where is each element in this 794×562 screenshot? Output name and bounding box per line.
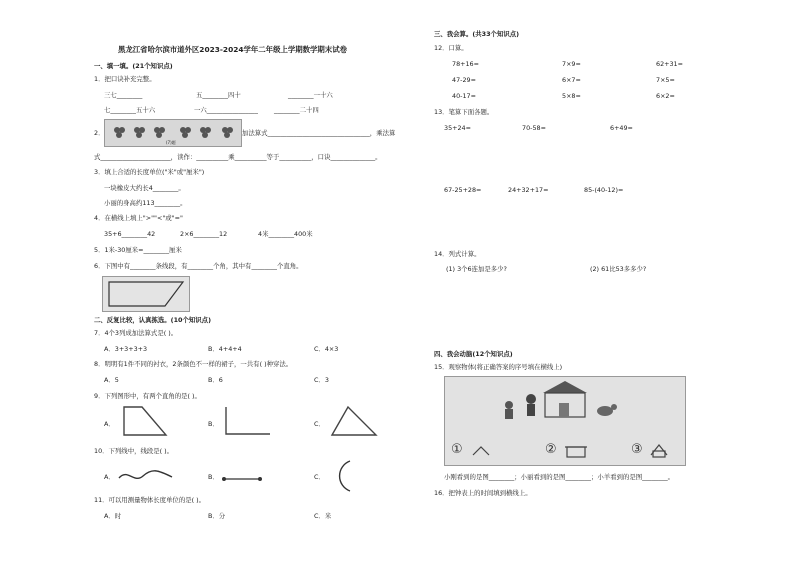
q2-text: 加法算式________________________________，乘法算 [242, 129, 396, 137]
q13-item[interactable]: 70-58= [522, 124, 546, 132]
q12-item[interactable]: 5×8= [562, 92, 581, 100]
q13-item[interactable]: 85-(40-12)= [584, 186, 624, 194]
q10-segment-line [220, 470, 266, 489]
q15-mark-3: ③ [631, 442, 643, 457]
page-title: 黑龙江省哈尔滨市道外区2023-2024学年二年级上学期数学期末试卷 [118, 45, 347, 54]
q9-shape-a [118, 404, 170, 442]
q15-text: 15．观察物体(将正确答案的序号填在横线上) [434, 363, 563, 371]
q3-a[interactable]: 一块橡皮大约长4________。 [104, 184, 185, 192]
q1-blank[interactable]: 三七________ [104, 91, 143, 99]
q10-option-c[interactable]: C． [314, 473, 325, 481]
q1-blank[interactable]: 一六________________ [194, 106, 258, 114]
q7-text: 7．4个3列成加法算式是( )。 [94, 329, 178, 337]
section-4-header: 四、我会动脑(12个知识点) [434, 350, 513, 358]
q9-option-b[interactable]: B． [208, 420, 219, 428]
q13-text: 13．笔算下面各题。 [434, 108, 494, 116]
q7-option-a[interactable]: A．3+3+3+3 [104, 345, 148, 353]
q12-item[interactable]: 47-29= [452, 76, 476, 84]
q15-picture [444, 376, 686, 466]
q4-text: 4．在横线上填上">""<"或"=" [94, 214, 183, 222]
q15-mark-2: ② [545, 442, 557, 457]
q12-item[interactable]: 6×2= [656, 92, 675, 100]
q11-text: 11．可以用测量物体长度单位的是( )。 [94, 496, 206, 504]
q9-shape-b [222, 404, 274, 442]
section-2-header: 二、反复比较，认真拣选。(10个知识点) [94, 316, 211, 324]
q12-item[interactable]: 7×9= [562, 60, 581, 68]
q15-mark-1: ① [451, 442, 463, 457]
q8-option-c[interactable]: C．3 [314, 376, 329, 384]
q9-text: 9．下列图形中，有两个直角的是( )。 [94, 392, 201, 400]
q6-figure [102, 276, 190, 312]
q4-item[interactable]: 2×6________12 [180, 230, 228, 238]
q14-b[interactable]: (2) 61比53多多少? [590, 265, 647, 273]
q12-item[interactable]: 7×5= [656, 76, 675, 84]
q12-item[interactable]: 40-17= [452, 92, 476, 100]
q1-blank[interactable]: ________一十六 [288, 91, 333, 99]
q1-text: 1．把口诀补充完整。 [94, 75, 156, 83]
q1-blank[interactable]: ________二十四 [274, 106, 319, 114]
q8-text: 8．明明有1件不同的衬衣，2条颜色不一样的裙子，一共有( )种穿法。 [94, 360, 293, 368]
q12-item[interactable]: 6×7= [562, 76, 581, 84]
section-1-header: 一、填一填。(21个知识点) [94, 62, 173, 70]
q4-item[interactable]: 4米________400米 [258, 230, 313, 238]
q3-b[interactable]: 小丽的身高约113________。 [104, 199, 187, 207]
q12-item[interactable]: 62+31= [656, 60, 683, 68]
q6-text: 6．下图中有________条线段，有________个角，其中有________个直角。 [94, 262, 303, 270]
q7-option-b[interactable]: B．4+4+4 [208, 345, 242, 353]
q13-item[interactable]: 35+24= [444, 124, 471, 132]
q11-option-c[interactable]: C．米 [314, 512, 332, 520]
q7-option-c[interactable]: C．4×3 [314, 345, 339, 353]
q16-text: 16．把钟表上的时间填到横线上。 [434, 489, 532, 497]
q2-caption: (7)题 [166, 140, 176, 145]
q3-text: 3．填上合适的长度单位("米"或"厘米") [94, 168, 205, 176]
q12-text: 12．口算。 [434, 44, 468, 52]
q10-text: 10．下列线中，线段是( )。 [94, 447, 174, 455]
q9-option-a[interactable]: A． [104, 420, 115, 428]
q5-text[interactable]: 5．1米-30厘米=________厘米 [94, 246, 182, 254]
q10-option-b[interactable]: B． [208, 473, 219, 481]
q13-item[interactable]: 24+32+17= [508, 186, 549, 194]
q8-option-b[interactable]: B．6 [208, 376, 223, 384]
q14-a[interactable]: (1) 3个6连加是多少? [446, 265, 507, 273]
q2-text-2: 式______________________，读作：__________乘__________等于__________，口诀______________。 [94, 153, 382, 161]
q11-option-a[interactable]: A．时 [104, 512, 122, 520]
q12-item[interactable]: 78+16= [452, 60, 479, 68]
q10-option-a[interactable]: A． [104, 473, 115, 481]
q11-option-b[interactable]: B．分 [208, 512, 226, 520]
q13-item[interactable]: 67-25+28= [444, 186, 482, 194]
section-3-header: 三、我会算。(共33个知识点) [434, 30, 520, 38]
q10-arc-line [326, 458, 356, 498]
q1-blank[interactable]: 五________四十 [196, 91, 241, 99]
q10-curve-line [116, 466, 176, 490]
q15-answer[interactable]: 小刚看到的是图________；小丽看到的是图________；小羊看到的是图________。 [444, 473, 675, 481]
quadrilateral-shape [103, 277, 189, 311]
house-scene-icon [445, 377, 685, 465]
q1-blank[interactable]: 七________五十六 [104, 106, 156, 114]
q9-option-c[interactable]: C． [314, 420, 325, 428]
q8-option-a[interactable]: A．5 [104, 376, 119, 384]
q9-shape-c [326, 404, 380, 442]
q2-number: 2． [94, 129, 105, 137]
q13-item[interactable]: 6+49= [610, 124, 633, 132]
q14-text: 14．列式计算。 [434, 250, 481, 258]
q4-item[interactable]: 35+6________42 [104, 230, 156, 238]
